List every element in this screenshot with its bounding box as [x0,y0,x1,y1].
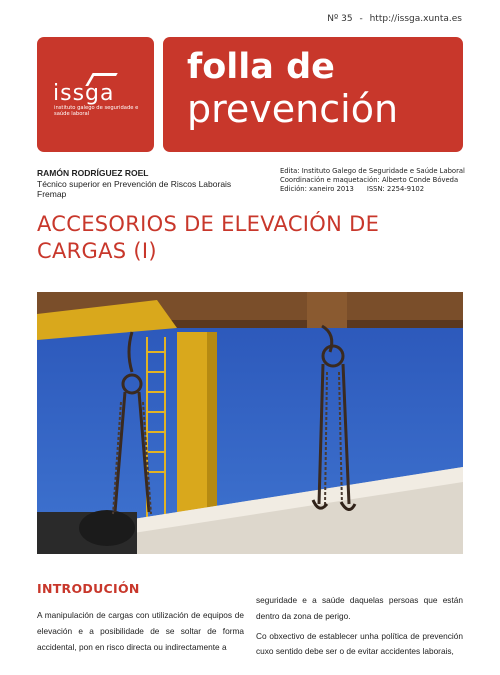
right-column [256,593,463,664]
continuation-paragraph: seguridade e a saúde daquelas persoas que están dentro da zona de perigo. [256,595,463,621]
intro-paragraph: A manipulación de cargas con utilización de equipos de elevación e a posibilidade de se soltar de forma accidental, pon en risco directa ou indirectamente a [37,610,244,652]
lifting-chains-photo [37,292,463,554]
article-heading: ACCESORIOS DE ELEVACIÓN DE CARGAS (I) [37,212,380,263]
publication-title-line1: folla de [187,47,335,87]
publication-title-box [163,37,463,152]
logo-wordmark: issga [53,81,115,106]
publication-title-line2: prevención [187,87,399,131]
author-name: RAMÓN RODRÍGUEZ ROEL [37,168,149,178]
edition-coordination: Coordinación e maquetación: Alberto Conde Bóveda [280,176,459,184]
author-company: Fremap [37,189,67,199]
edition-publisher: Edita: Instituto Galego de Seguridade e Saúde Laboral [280,167,465,175]
issga-logo [37,37,154,152]
author-role: Técnico superior en Prevención de Riscos Laborais [37,178,232,189]
header-url[interactable]: http://issga.xunta.es [369,14,462,24]
section-heading: INTRODUCIÓN [37,581,140,596]
objective-paragraph: Co obxectivo de establecer unha política de prevención cuxo sentido debe ser o de evitar accidentes laborais, [256,630,463,657]
issue-number: Nº 35 [327,14,353,24]
author-block [37,168,231,200]
edition-block [280,167,465,194]
header-line [323,14,462,24]
left-column [37,608,244,659]
edition-date-issn: Edición: xaneiro 2013 ISSN: 2254-9102 [280,185,425,193]
logo-subtitle: instituto galego de seguridade e saúde laboral [54,105,139,117]
header-separator: - [359,14,363,24]
